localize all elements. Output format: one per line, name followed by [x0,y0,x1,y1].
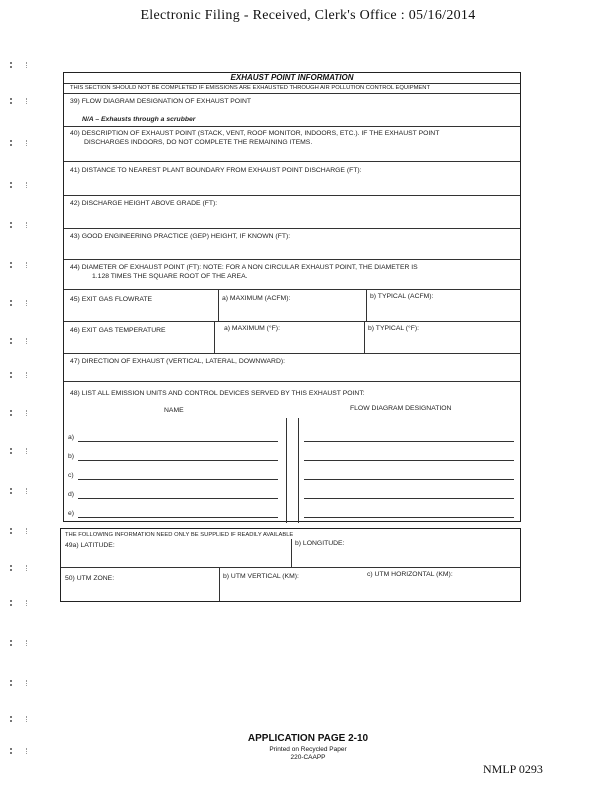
q44-label: 44) DIAMETER OF EXHAUST POINT (FT): NOTE: FOR A NON CIRCULAR EXHAUST POINT, THE DIAMETER IS [70,264,418,271]
section-note: THIS SECTION SHOULD NOT BE COMPLETED IF EMISSIONS ARE EXHAUSTED THROUGH AIR POLLUTION CONTROL EQUIPMENT [70,85,430,91]
q45a-label: a) MAXIMUM (ACFM): [222,295,291,302]
row-a-label: a) [68,434,75,441]
q45b-label: b) TYPICAL (ACFM): [370,293,434,300]
footer-page: APPLICATION PAGE 2-10 [247,733,369,744]
bates-stamp: NMLP 0293 [483,762,543,776]
footer-code: 220-CAAPP [290,754,326,761]
optional-location-section [60,528,521,602]
q44-label-2: 1.128 TIMES THE SQUARE ROOT OF THE AREA. [92,273,248,280]
q50c-label: c) UTM HORIZONTAL (KM): [367,571,453,578]
q46a-label: a) MAXIMUM (°F): [224,325,280,332]
q49a-label: 49a) LATITUDE: [65,542,115,549]
q50b-label: b) UTM VERTICAL (KM): [223,573,299,580]
row-c-label: c) [68,472,74,479]
optional-note: THE FOLLOWING INFORMATION NEED ONLY BE SUPPLIED IF READILY AVAILABLE [65,532,294,538]
q49b-label: b) LONGITUDE: [295,540,345,547]
q42-label: 42) DISCHARGE HEIGHT ABOVE GRADE (FT): [70,200,218,207]
q40-label: 40) DESCRIPTION OF EXHAUST POINT (STACK, VENT, ROOF MONITOR, INDOORS, ETC.). IF THE EXHAUST POINT [70,130,440,137]
row-e-label: e) [68,510,75,517]
q40-label-2: DISCHARGES INDOORS, DO NOT COMPLETE THE REMAINING ITEMS. [84,139,313,146]
q47-label: 47) DIRECTION OF EXHAUST (VERTICAL, LATERAL, DOWNWARD): [70,358,286,365]
q46b-label: b) TYPICAL (°F): [368,325,420,332]
q39-label: 39) FLOW DIAGRAM DESIGNATION OF EXHAUST POINT [70,98,252,105]
row-d-label: d) [68,491,75,498]
col-name-header: NAME [164,407,184,414]
q48-label: 48) LIST ALL EMISSION UNITS AND CONTROL DEVICES SERVED BY THIS EXHAUST POINT: [70,390,365,397]
section-title: EXHAUST POINT INFORMATION [230,73,354,82]
q41-label: 41) DISTANCE TO NEAREST PLANT BOUNDARY FROM EXHAUST POINT DISCHARGE (FT): [70,167,362,174]
q39-answer[interactable]: N/A – Exhausts through a scrubber [82,116,196,123]
q45-label: 45) EXIT GAS FLOWRATE [70,296,153,303]
col-flow-header: FLOW DIAGRAM DESIGNATION [350,405,452,412]
filing-header: Electronic Filing - Received, Clerk's Office : 05/16/2014 [140,8,476,23]
q50-label: 50) UTM ZONE: [65,575,115,582]
footer-printed: Printed on Recycled Paper [269,746,347,753]
exhaust-point-section [63,72,521,522]
row-b-label: b) [68,453,75,460]
q46-label: 46) EXIT GAS TEMPERATURE [70,327,166,334]
q43-label: 43) GOOD ENGINEERING PRACTICE (GEP) HEIGHT, IF KNOWN (FT): [70,233,291,240]
